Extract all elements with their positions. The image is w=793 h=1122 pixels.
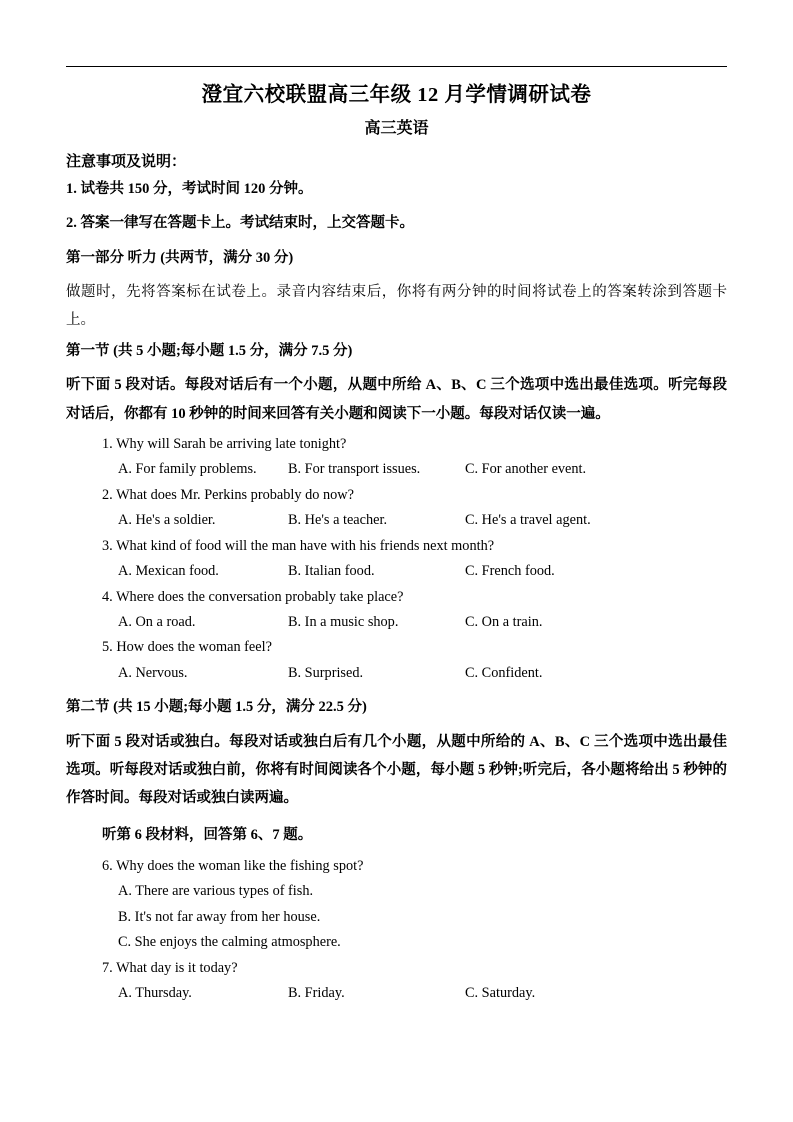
- question-text: What does Mr. Perkins probably do now?: [116, 486, 354, 503]
- option-row: [66, 508, 727, 533]
- question-4: [66, 585, 727, 636]
- option-b: B. Italian food.: [288, 563, 375, 580]
- option-row: [66, 457, 727, 482]
- question-stem: [66, 432, 727, 457]
- question-stem: [66, 534, 727, 559]
- option-c: C. Saturday.: [465, 985, 536, 1002]
- option-c: C. Confident.: [465, 664, 543, 681]
- option-a: A. Nervous.: [118, 664, 188, 681]
- question-text: What day is it today?: [116, 959, 238, 976]
- question-6: [66, 854, 727, 956]
- option-a: A. Mexican food.: [118, 563, 219, 580]
- question-text: Why does the woman like the fishing spot?: [116, 857, 364, 874]
- question-stem: [66, 854, 727, 879]
- question-5: [66, 635, 727, 686]
- question-text: How does the woman feel?: [116, 639, 272, 656]
- question-number: 3.: [102, 537, 113, 554]
- section-one-heading: 第一节 (共 5 小题;每小题 1.5 分，满分 7.5 分): [66, 343, 353, 360]
- question-text: Where does the conversation probably take place?: [116, 588, 404, 605]
- option-row: [66, 559, 727, 584]
- question-stem: [66, 585, 727, 610]
- option-row: [66, 981, 727, 1006]
- option-c: C. He's a travel agent.: [465, 512, 591, 529]
- part-one-intro: 做题时，先将答案标在试卷上。录音内容结束后，你将有两分钟的时间将试卷上的答案转涂到答题卡上。: [66, 283, 727, 328]
- option-row: [66, 610, 727, 635]
- question-7: [66, 956, 727, 1007]
- section-two-heading: 第二节 (共 15 小题;每小题 1.5 分，满分 22.5 分): [66, 699, 367, 716]
- question-3: [66, 534, 727, 585]
- question-text: What kind of food will the man have with his friends next month?: [116, 537, 495, 554]
- option-c: C. For another event.: [465, 461, 587, 478]
- notes-heading: 注意事项及说明：: [66, 154, 187, 170]
- question-text: Why will Sarah be arriving late tonight?: [116, 435, 347, 452]
- option-c: C. French food.: [465, 563, 555, 580]
- section-two-intro: 听下面 5 段对话或独白。每段对话或独白后有几个小题，从题中所给的 A、B、C 三个选项中选出最佳选项。听每段对话或独白前，你将有时间阅读各个小题，每小题 5 秒钟;听完后，各小题将给出 5 秒钟的作答时间。每段对话或独白读两遍。: [66, 733, 727, 807]
- option-c: C. She enjoys the calming atmosphere.: [118, 934, 341, 951]
- question-stem: [66, 483, 727, 508]
- question-number: 5.: [102, 639, 113, 656]
- option-b: B. He's a teacher.: [288, 512, 388, 529]
- note-item-2: 2. 答案一律写在答题卡上。考试结束时，上交答题卡。: [66, 214, 414, 231]
- option-a: A. For family problems.: [118, 461, 257, 478]
- question-1: [66, 432, 727, 483]
- option-b: B. For transport issues.: [288, 461, 421, 478]
- option-c: C. On a train.: [465, 614, 543, 630]
- note-item-1: 1. 试卷共 150 分，考试时间 120 分钟。: [66, 181, 313, 197]
- option-row: [66, 661, 727, 686]
- question-number: 7.: [102, 959, 113, 976]
- section-one-questions: [66, 432, 727, 686]
- section-two-questions: [66, 854, 727, 1007]
- question-stem: [66, 635, 727, 660]
- option-a: A. On a road.: [118, 614, 196, 630]
- page-title: 澄宜六校联盟高三年级 12 月学情调研试卷: [201, 84, 592, 106]
- question-2: [66, 483, 727, 534]
- option-b: B. In a music shop.: [288, 614, 399, 630]
- question-number: 1.: [102, 435, 113, 452]
- page-subtitle: 高三英语: [364, 120, 429, 137]
- question-number: 2.: [102, 486, 113, 503]
- option-b: B. Surprised.: [288, 664, 364, 681]
- section-one-intro: 听下面 5 段对话。每段对话后有一个小题，从题中所给 A、B、C 三个选项中选出最佳选项。听完每段对话后，你都有 10 秒钟的时间来回答有关小题和阅读下一小题。每段对话仅读一遍。: [66, 377, 727, 422]
- option-b: B. It's not far away from her house.: [118, 908, 321, 925]
- header-rule: [66, 66, 727, 67]
- part-one-heading: 第一部分 听力 (共两节，满分 30 分): [66, 249, 294, 266]
- question-number: 6.: [102, 857, 113, 874]
- question-number: 4.: [102, 588, 113, 605]
- option-b: B. Friday.: [288, 985, 345, 1002]
- listening-cue-6: 听第 6 段材料，回答第 6、7 题。: [102, 827, 313, 844]
- question-stem: [66, 956, 727, 981]
- option-a: A. Thursday.: [118, 985, 192, 1002]
- option-a: A. There are various types of fish.: [118, 883, 314, 900]
- option-a: A. He's a soldier.: [118, 512, 216, 529]
